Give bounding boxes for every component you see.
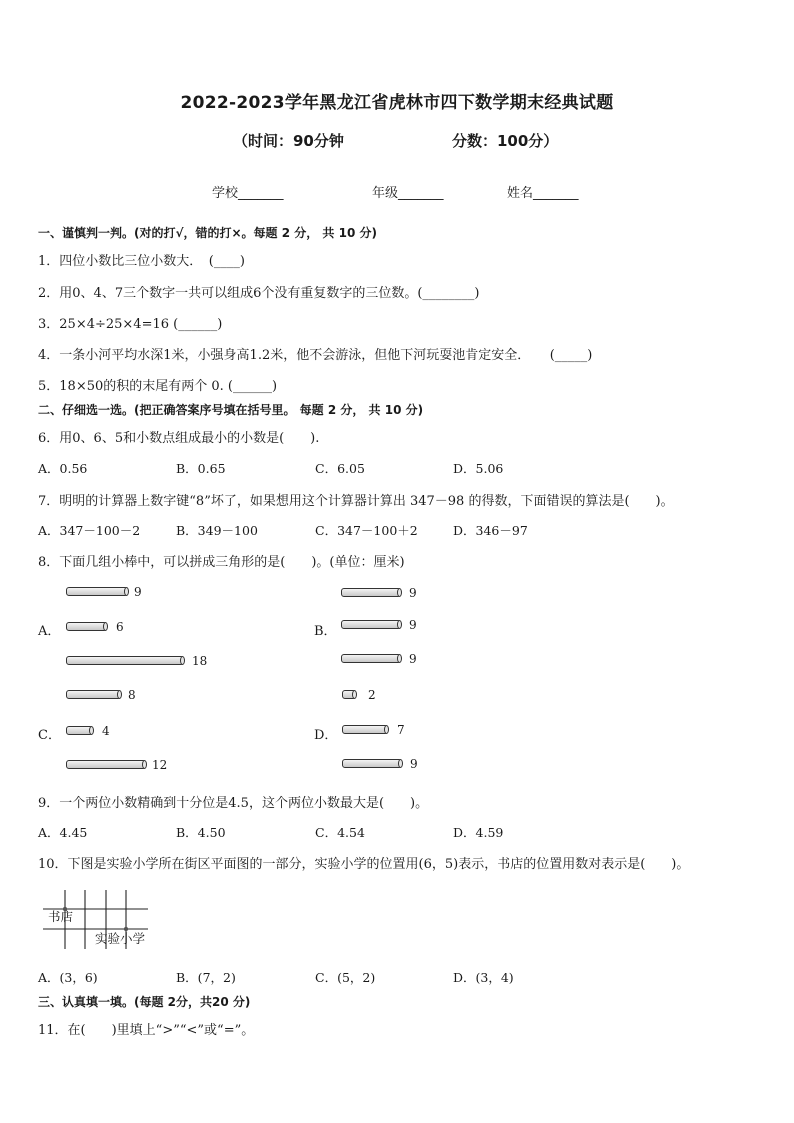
section-2-title: 二、仔细选一选。(把正确答案序号填在括号里。 每题 2 分， 共 10 分) bbox=[38, 403, 424, 417]
stick-d-3 bbox=[342, 759, 402, 768]
question-8: 8．下面几组小棒中，可以拼成三角形的是( )。(单位：厘米) bbox=[38, 555, 405, 570]
question-7: 7．明明的计算器上数字键“8”坏了，如果想用这个计算器计算出 347－98 的得数，下面错误的算法是( )。 bbox=[38, 494, 674, 509]
bookstore-label: 书店 bbox=[48, 909, 74, 924]
q8-label-b: B． bbox=[314, 624, 337, 639]
stick-b-3-length: 9 bbox=[409, 652, 417, 666]
section-3-title: 三、认真填一填。(每题 2分，共20 分) bbox=[38, 995, 251, 1009]
q7-option-b[interactable]: B．349－100 bbox=[176, 523, 258, 538]
q6-option-d[interactable]: D．5.06 bbox=[453, 461, 504, 476]
school-field[interactable]: 学校_______ bbox=[212, 186, 284, 201]
grade-field[interactable]: 年级_______ bbox=[372, 186, 444, 201]
stick-b-1-length: 9 bbox=[409, 586, 417, 600]
q9-option-a[interactable]: A．4.45 bbox=[38, 825, 88, 840]
q7-option-a[interactable]: A．347－100－2 bbox=[38, 523, 141, 538]
stick-a-3 bbox=[66, 656, 184, 665]
question-9: 9．一个两位小数精确到十分位是4.5，这个两位小数最大是( )。 bbox=[38, 796, 429, 811]
section-1-title: 一、谨慎判一判。(对的打√，错的打×。每题 2 分， 共 10 分) bbox=[38, 226, 377, 240]
stick-c-1-length: 8 bbox=[128, 688, 136, 702]
stick-b-2-length: 9 bbox=[409, 618, 417, 632]
question-10: 10．下图是实验小学所在街区平面图的一部分，实验小学的位置用(6，5)表示，书店的位置用数对表示是( )。 bbox=[38, 857, 690, 872]
stick-c-2 bbox=[66, 726, 93, 735]
stick-b-1 bbox=[341, 588, 401, 597]
stick-d-1 bbox=[342, 690, 356, 699]
q10-option-c[interactable]: C．(5，2) bbox=[315, 970, 376, 985]
stick-d-2 bbox=[342, 725, 388, 734]
question-5: 5．18×50的积的末尾有两个 0. (______) bbox=[38, 379, 278, 394]
stick-d-3-length: 9 bbox=[410, 757, 418, 771]
exam-time: （时间：90分钟 bbox=[233, 132, 344, 150]
q6-option-a[interactable]: A．0.56 bbox=[38, 461, 88, 476]
q8-label-a: A． bbox=[38, 624, 61, 639]
stick-c-2-length: 4 bbox=[102, 724, 110, 738]
q8-label-d: D． bbox=[314, 728, 338, 743]
q6-option-c[interactable]: C．6.05 bbox=[315, 461, 365, 476]
stick-c-1 bbox=[66, 690, 121, 699]
q10-option-a[interactable]: A．(3，6) bbox=[38, 970, 98, 985]
q9-option-c[interactable]: C．4.54 bbox=[315, 825, 365, 840]
name-field[interactable]: 姓名_______ bbox=[507, 186, 579, 201]
q8-label-c: C． bbox=[38, 728, 61, 743]
question-11: 11．在( )里填上“>”“<”或“=”。 bbox=[38, 1023, 255, 1038]
exam-score: 分数：100分） bbox=[452, 132, 559, 150]
q7-option-c[interactable]: C．347－100＋2 bbox=[315, 523, 418, 538]
question-2: 2．用0、4、7三个数字一共可以组成6个没有重复数字的三位数。(________) bbox=[38, 286, 480, 301]
stick-b-2 bbox=[341, 620, 401, 629]
question-6: 6．用0、6、5和小数点组成最小的小数是( ). bbox=[38, 431, 320, 446]
q9-option-d[interactable]: D．4.59 bbox=[453, 825, 504, 840]
page-title: 2022-2023学年黑龙江省虎林市四下数学期末经典试题 bbox=[180, 93, 614, 113]
q10-option-b[interactable]: B．(7，2) bbox=[176, 970, 236, 985]
question-1: 1．四位小数比三位小数大． (____) bbox=[38, 254, 245, 269]
stick-c-3 bbox=[66, 760, 146, 769]
stick-c-3-length: 12 bbox=[152, 758, 168, 772]
q6-option-b[interactable]: B．0.65 bbox=[176, 461, 226, 476]
q10-option-d[interactable]: D．(3，4) bbox=[453, 970, 514, 985]
stick-a-2-length: 6 bbox=[116, 620, 124, 634]
stick-a-2 bbox=[66, 622, 107, 631]
stick-d-1-length: 2 bbox=[368, 688, 376, 702]
stick-d-2-length: 7 bbox=[397, 723, 405, 737]
q9-option-b[interactable]: B．4.50 bbox=[176, 825, 226, 840]
q7-option-d[interactable]: D．346－97 bbox=[453, 523, 528, 538]
stick-a-3-length: 18 bbox=[192, 654, 208, 668]
stick-a-1 bbox=[66, 587, 128, 596]
question-4: 4．一条小河平均水深1米，小强身高1.2米，他不会游泳，但他下河玩耍池肯定安全． (_____) bbox=[38, 348, 593, 363]
question-3: 3．25×4÷25×4=16 (______) bbox=[38, 317, 223, 332]
stick-b-3 bbox=[341, 654, 401, 663]
school-label: 实验小学 bbox=[95, 931, 146, 946]
stick-a-1-length: 9 bbox=[134, 585, 142, 599]
